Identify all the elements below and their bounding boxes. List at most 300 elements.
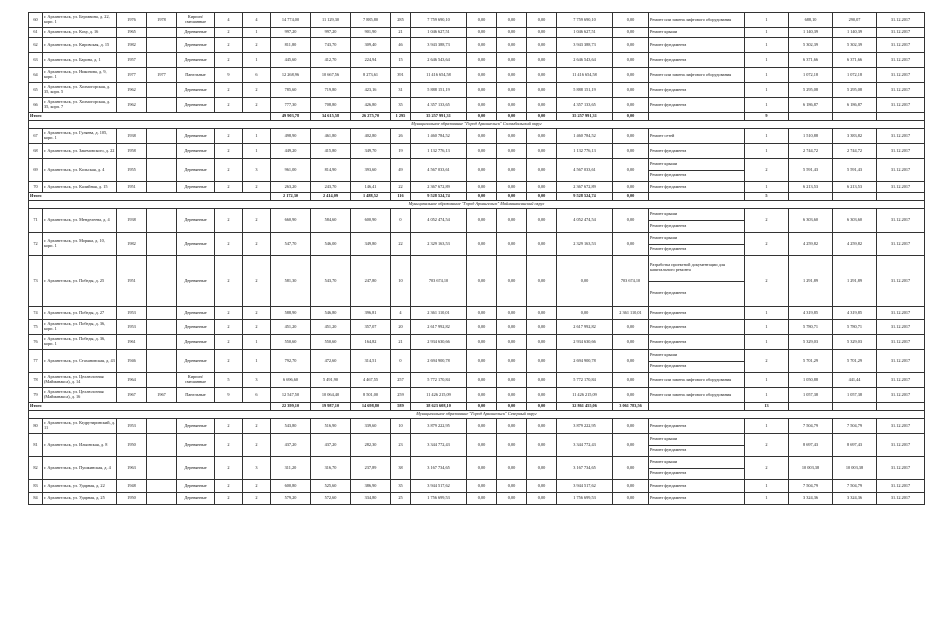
table-row xyxy=(29,233,925,256)
cell-area-premises: 437,20 xyxy=(311,434,351,457)
cell-unit-cost: 6 213,53 xyxy=(789,182,833,193)
cell-last-repair-year: 1967 xyxy=(147,388,177,403)
cell-total-cost: 2 617 992,82 xyxy=(411,320,467,335)
cell-completion-date: 31.12.2017 xyxy=(877,388,925,403)
cell-fund-source-1: 0,00 xyxy=(467,434,497,457)
cell-floors: 2 xyxy=(215,98,243,113)
cell-unit-cost: 688,10 xyxy=(789,13,833,28)
cell-total-area: 12 268,96 xyxy=(271,68,311,83)
work-kind-label: Ремонт крыши xyxy=(649,159,744,171)
cell-max-unit-cost: 6 371,66 xyxy=(833,53,877,68)
cell-work-count: 2 xyxy=(745,457,789,480)
cell-entrances: 4 xyxy=(243,13,271,28)
table-row xyxy=(29,434,925,457)
cell-entrances: 3 xyxy=(243,457,271,480)
cell-last-repair-year: 1977 xyxy=(147,68,177,83)
cell-local-funds: 2 329 163,53 xyxy=(557,233,613,256)
total-loc: 9 528 524,74 xyxy=(557,193,613,201)
cell-completion-date: 31.12.2017 xyxy=(877,493,925,505)
work-kind-label: Ремонт фундамента xyxy=(650,470,687,476)
cell-floors: 2 xyxy=(215,350,243,373)
cell-other-funds: 0,00 xyxy=(613,335,649,350)
cell-fund-source-3: 0,00 xyxy=(527,98,557,113)
cell-completion-date: 31.12.2017 xyxy=(877,209,925,233)
cell-area-residential: 600,90 xyxy=(351,209,391,233)
cell-commission-year: 1948 xyxy=(117,480,147,493)
cell-work-count: 1 xyxy=(745,307,789,320)
cell-completion-date: 31.12.2017 xyxy=(877,53,925,68)
cell-fund-source-1: 0,00 xyxy=(467,68,497,83)
cell-completion-date: 31.12.2017 xyxy=(877,480,925,493)
cell-other-funds: 0,00 xyxy=(613,388,649,403)
cell-wall-material: Деревянные xyxy=(177,144,215,159)
cell-fund-source-3: 0,00 xyxy=(527,233,557,256)
cell-floors: 2 xyxy=(215,335,243,350)
cell-commission-year: 1946 xyxy=(117,350,147,373)
cell-fund-source-1: 0,00 xyxy=(467,159,497,182)
cell-area-premises: 461,80 xyxy=(311,129,351,144)
total-a1: 49 903,78 xyxy=(271,113,311,121)
cell-unit-cost: 5 295,08 xyxy=(789,83,833,98)
total-empty-cell xyxy=(833,193,877,201)
cell-address: г. Архангельск, ул. Победы, д. 36, корп. 1 xyxy=(43,320,117,335)
cell-floors: 9 xyxy=(215,388,243,403)
cell-fund-source-3: 0,00 xyxy=(527,320,557,335)
cell-local-funds: 2 934 630,66 xyxy=(557,335,613,350)
cell-area-residential: 396,81 xyxy=(351,307,391,320)
cell-max-unit-cost: 6 186,87 xyxy=(833,98,877,113)
cell-area-residential: 386,90 xyxy=(351,480,391,493)
cell-area-residential: 334,80 xyxy=(351,493,391,505)
cell-address: г. Архангельск, ул. Никонова, д. 9, корп. 1 xyxy=(43,68,117,83)
cell-fund-source-2: 0,00 xyxy=(497,307,527,320)
cell-total-cost: 2 329 163,53 xyxy=(411,233,467,256)
cell-completion-date: 31.12.2017 xyxy=(877,233,925,256)
cell-other-funds: 0,00 xyxy=(613,209,649,233)
cell-floors: 2 xyxy=(215,144,243,159)
table-row xyxy=(29,144,925,159)
cell-wall-material: Деревянные xyxy=(177,98,215,113)
cell-area-premises: 316,70 xyxy=(311,457,351,480)
cell-commission-year: 1964 xyxy=(117,373,147,388)
table-row xyxy=(29,457,925,480)
cell-fund-source-3: 0,00 xyxy=(527,256,557,307)
cell-area-residential: 237,89 xyxy=(351,457,391,480)
cell-last-repair-year xyxy=(147,434,177,457)
cell-max-unit-cost: 6 303,60 xyxy=(833,209,877,233)
cell-last-repair-year xyxy=(147,53,177,68)
cell-address: г. Архангельск, ул. Бергавина, д. 22, корп. 1 xyxy=(43,13,117,28)
cell-fund-source-3: 0,00 xyxy=(527,373,557,388)
cell-row-number: 75 xyxy=(29,320,43,335)
cell-work-kinds xyxy=(649,335,745,350)
cell-floors: 2 xyxy=(215,419,243,434)
cell-area-premises: 708,80 xyxy=(311,98,351,113)
cell-total-cost: 5 772 170,84 xyxy=(411,373,467,388)
cell-fund-source-1: 0,00 xyxy=(467,457,497,480)
cell-work-count: 2 xyxy=(745,159,789,182)
cell-wall-material: Деревянные xyxy=(177,53,215,68)
cell-local-funds: 2 694 900,78 xyxy=(557,350,613,373)
cell-row-number: 61 xyxy=(29,28,43,38)
cell-residents: 25 xyxy=(391,493,411,505)
cell-unit-cost: 5 329,03 xyxy=(789,335,833,350)
work-kind-label: Ремонт фундамента xyxy=(650,41,687,47)
cell-fund-source-1: 0,00 xyxy=(467,53,497,68)
cell-work-count: 1 xyxy=(745,68,789,83)
cell-other-funds: 0,00 xyxy=(613,480,649,493)
cell-area-residential: 282,30 xyxy=(351,434,391,457)
cell-other-funds: 0,00 xyxy=(613,68,649,83)
cell-area-premises: 11 129,30 xyxy=(311,13,351,28)
cell-unit-cost: 5 591,43 xyxy=(789,159,833,182)
cell-work-kinds xyxy=(649,83,745,98)
total-work-count: 13 xyxy=(745,403,789,411)
cell-work-count: 1 xyxy=(745,129,789,144)
cell-unit-cost: 3 324,36 xyxy=(789,493,833,505)
cell-max-unit-cost: 5 591,43 xyxy=(833,159,877,182)
section-total-row xyxy=(29,113,925,121)
cell-area-premises: 997,20 xyxy=(311,28,351,38)
table-row xyxy=(29,13,925,28)
work-kind-label: Ремонт крыши xyxy=(650,29,678,35)
cell-completion-date: 31.12.2017 xyxy=(877,98,925,113)
work-kind-label: Ремонт фундамента xyxy=(650,323,687,329)
cell-wall-material: Деревянные xyxy=(177,419,215,434)
cell-fund-source-1: 0,00 xyxy=(467,335,497,350)
cell-unit-cost: 4 259,82 xyxy=(789,233,833,256)
cell-work-kinds xyxy=(649,159,745,182)
cell-row-number: 72 xyxy=(29,233,43,256)
table-row xyxy=(29,320,925,335)
cell-entrances: 2 xyxy=(243,182,271,193)
cell-local-funds: 1 756 699,53 xyxy=(557,493,613,505)
cell-fund-source-1: 0,00 xyxy=(467,28,497,38)
cell-local-funds: 0,00 xyxy=(557,256,613,307)
cell-last-repair-year xyxy=(147,28,177,38)
cell-fund-source-1: 0,00 xyxy=(467,307,497,320)
cell-address: г. Архангельск, ул. Кировская, д. 15 xyxy=(43,38,117,53)
cell-address: г. Архангельск, ул. Моряка, д. 10, корп. 1 xyxy=(43,233,117,256)
cell-work-kinds xyxy=(649,129,745,144)
cell-total-area: 311,20 xyxy=(271,457,311,480)
cell-work-count: 2 xyxy=(745,209,789,233)
cell-address: г. Архангельск, ул. Победы, д. 36, корп. 1 xyxy=(43,335,117,350)
cell-area-premises: 10 667,56 xyxy=(311,68,351,83)
cell-row-number: 65 xyxy=(29,83,43,98)
cell-fund-source-2: 0,00 xyxy=(497,480,527,493)
cell-last-repair-year xyxy=(147,307,177,320)
repair-register-table xyxy=(28,12,925,505)
cell-total-area: 579,20 xyxy=(271,493,311,505)
table-row xyxy=(29,256,925,307)
cell-fund-source-1: 0,00 xyxy=(467,493,497,505)
cell-completion-date: 31.12.2017 xyxy=(877,68,925,83)
cell-wall-material: Деревянные xyxy=(177,307,215,320)
cell-work-count: 2 xyxy=(745,233,789,256)
cell-commission-year: 1982 xyxy=(117,233,147,256)
cell-local-funds: 1 132 776,13 xyxy=(557,144,613,159)
cell-total-area: 498,90 xyxy=(271,129,311,144)
cell-entrances: 2 xyxy=(243,209,271,233)
table-row xyxy=(29,335,925,350)
cell-other-funds: 0,00 xyxy=(613,320,649,335)
cell-fund-source-1: 0,00 xyxy=(467,419,497,434)
cell-wall-material: Деревянные xyxy=(177,480,215,493)
cell-residents: 23 xyxy=(391,434,411,457)
cell-row-number: 70 xyxy=(29,182,43,193)
cell-wall-material: Деревянные xyxy=(177,434,215,457)
cell-last-repair-year: 1978 xyxy=(147,13,177,28)
cell-residents: 257 xyxy=(391,373,411,388)
cell-fund-source-3: 0,00 xyxy=(527,335,557,350)
cell-work-count: 1 xyxy=(745,53,789,68)
cell-area-premises: 415,80 xyxy=(311,144,351,159)
cell-other-funds: 0,00 xyxy=(613,129,649,144)
cell-wall-material: Деревянные xyxy=(177,38,215,53)
cell-other-funds: 0,00 xyxy=(613,159,649,182)
cell-commission-year: 1950 xyxy=(117,493,147,505)
cell-fund-source-1: 0,00 xyxy=(467,350,497,373)
cell-unit-cost: 5 701,29 xyxy=(789,350,833,373)
table-row xyxy=(29,83,925,98)
work-kind-label: Ремонт фундамента xyxy=(650,223,687,229)
total-f2: 0,00 xyxy=(497,113,527,121)
total-loc: 32 861 455,06 xyxy=(557,403,613,411)
table-row xyxy=(29,388,925,403)
total-label: Итого xyxy=(29,113,271,121)
cell-floors: 2 xyxy=(215,83,243,98)
total-f2: 0,00 xyxy=(497,403,527,411)
cell-work-count: 1 xyxy=(745,38,789,53)
cell-floors: 9 xyxy=(215,68,243,83)
section-title: Муниципальное образование "Город Архангельск" Северный округ xyxy=(29,411,925,419)
total-work-count: 9 xyxy=(745,113,789,121)
cell-row-number: 73 xyxy=(29,256,43,307)
cell-fund-source-2: 0,00 xyxy=(497,129,527,144)
cell-total-area: 445,60 xyxy=(271,53,311,68)
cell-commission-year: 1963 xyxy=(117,457,147,480)
cell-floors: 2 xyxy=(215,434,243,457)
cell-floors: 2 xyxy=(215,129,243,144)
cell-work-kinds xyxy=(649,28,745,38)
cell-fund-source-1: 0,00 xyxy=(467,38,497,53)
cell-total-cost: 2 367 672,89 xyxy=(411,182,467,193)
cell-commission-year: 1976 xyxy=(117,13,147,28)
cell-floors: 2 xyxy=(215,209,243,233)
cell-completion-date: 31.12.2017 xyxy=(877,419,925,434)
cell-unit-cost: 8 697,43 xyxy=(789,434,833,457)
cell-area-residential: 8 501,00 xyxy=(351,388,391,403)
table-row xyxy=(29,209,925,233)
cell-fund-source-3: 0,00 xyxy=(527,83,557,98)
cell-completion-date: 31.12.2017 xyxy=(877,13,925,28)
total-res: 1 295 xyxy=(391,113,411,121)
cell-address: г. Архангельск, ул. Холмогорская, д. 35, корп. 5 xyxy=(43,83,117,98)
cell-area-residential: 357,07 xyxy=(351,320,391,335)
cell-last-repair-year xyxy=(147,480,177,493)
work-kind-label: Ремонт фундамента xyxy=(650,86,687,92)
cell-residents: 391 xyxy=(391,68,411,83)
cell-area-premises: 572,60 xyxy=(311,493,351,505)
cell-last-repair-year xyxy=(147,373,177,388)
cell-max-unit-cost: 1 057,38 xyxy=(833,388,877,403)
total-empty-cell xyxy=(649,113,745,121)
section-total-row xyxy=(29,193,925,201)
register-table-body xyxy=(29,13,925,505)
cell-work-kinds xyxy=(649,457,745,480)
total-oth: 0,00 xyxy=(613,193,649,201)
cell-fund-source-3: 0,00 xyxy=(527,480,557,493)
cell-max-unit-cost: 290,07 xyxy=(833,13,877,28)
work-kind-label: Ремонт фундамента xyxy=(650,447,687,453)
cell-fund-source-2: 0,00 xyxy=(497,388,527,403)
cell-max-unit-cost: 1 072,18 xyxy=(833,68,877,83)
cell-row-number: 79 xyxy=(29,388,43,403)
cell-total-area: 550,60 xyxy=(271,335,311,350)
cell-unit-cost: 6 303,60 xyxy=(789,209,833,233)
cell-area-residential: 309,40 xyxy=(351,38,391,53)
cell-fund-source-2: 0,00 xyxy=(497,68,527,83)
work-kind-label: Ремонт или замена лифтового оборудования xyxy=(650,16,732,22)
cell-row-number: 84 xyxy=(29,493,43,505)
cell-floors: 2 xyxy=(215,53,243,68)
cell-work-kinds xyxy=(649,144,745,159)
cell-area-premises: 814,90 xyxy=(311,159,351,182)
cell-other-funds: 703 674,10 xyxy=(613,256,649,307)
cell-row-number: 62 xyxy=(29,38,43,53)
cell-total-area: 12 547,50 xyxy=(271,388,311,403)
cell-other-funds: 0,00 xyxy=(613,98,649,113)
cell-entrances: 2 xyxy=(243,256,271,307)
total-empty-cell xyxy=(877,113,925,121)
cell-wall-material: Деревянные xyxy=(177,182,215,193)
cell-completion-date: 31.12.2017 xyxy=(877,457,925,480)
cell-fund-source-2: 0,00 xyxy=(497,373,527,388)
cell-area-premises: 584,60 xyxy=(311,209,351,233)
cell-wall-material: Деревянные xyxy=(177,209,215,233)
cell-unit-cost: 4 319,85 xyxy=(789,307,833,320)
cell-completion-date: 31.12.2017 xyxy=(877,144,925,159)
cell-work-kinds xyxy=(649,320,745,335)
cell-row-number: 69 xyxy=(29,159,43,182)
cell-local-funds: 3 344 772,43 xyxy=(557,434,613,457)
cell-residents: 22 xyxy=(391,233,411,256)
cell-residents: 21 xyxy=(391,335,411,350)
cell-local-funds: 0,00 xyxy=(557,307,613,320)
table-row xyxy=(29,493,925,505)
total-empty-cell xyxy=(649,403,745,411)
cell-area-residential: 247,80 xyxy=(351,256,391,307)
cell-work-kinds xyxy=(649,233,745,256)
cell-residents: 26 xyxy=(391,129,411,144)
work-kind-label: Ремонт фундамента xyxy=(650,309,687,315)
cell-residents: 4 xyxy=(391,307,411,320)
total-label: Итого xyxy=(29,403,271,411)
cell-fund-source-1: 0,00 xyxy=(467,320,497,335)
cell-entrances: 2 xyxy=(243,38,271,53)
cell-work-kinds xyxy=(649,419,745,434)
cell-floors: 5 xyxy=(215,373,243,388)
section-title: Муниципальное образование "Город Архангельск" Майманаксанский округ xyxy=(29,201,925,209)
cell-work-count: 2 xyxy=(745,434,789,457)
cell-residents: 259 xyxy=(391,388,411,403)
cell-entrances: 2 xyxy=(243,493,271,505)
cell-entrances: 6 xyxy=(243,68,271,83)
cell-unit-cost: 5 780,71 xyxy=(789,320,833,335)
cell-max-unit-cost: 3 383,82 xyxy=(833,129,877,144)
work-kind-label: Ремонт крыши xyxy=(649,457,744,469)
work-kind-label: Ремонт фундамента xyxy=(650,482,687,488)
cell-work-count: 1 xyxy=(745,320,789,335)
cell-residents: 35 xyxy=(391,98,411,113)
cell-area-premises: 516,90 xyxy=(311,419,351,434)
cell-entrances: 3 xyxy=(243,159,271,182)
cell-residents: 46 xyxy=(391,38,411,53)
cell-residents: 35 xyxy=(391,480,411,493)
cell-other-funds: 0,00 xyxy=(613,373,649,388)
cell-commission-year: 1962 xyxy=(117,98,147,113)
cell-address: г. Архангельск, ул. Победы, д. 27 xyxy=(43,307,117,320)
cell-fund-source-2: 0,00 xyxy=(497,335,527,350)
cell-completion-date: 31.12.2017 xyxy=(877,335,925,350)
cell-work-count: 2 xyxy=(745,256,789,307)
work-kind-label: Ремонт фундамента xyxy=(650,338,687,344)
cell-completion-date: 31.12.2017 xyxy=(877,256,925,307)
cell-total-cost: 4 567 033,61 xyxy=(411,159,467,182)
cell-total-area: 660,90 xyxy=(271,209,311,233)
cell-commission-year: 1950 xyxy=(117,434,147,457)
cell-wall-material: Панельные xyxy=(177,68,215,83)
cell-fund-source-3: 0,00 xyxy=(527,434,557,457)
work-kind-label: Ремонт крыши xyxy=(649,434,744,446)
cell-address: г. Архангельск, ул. Победы, д. 25 xyxy=(43,256,117,307)
cell-total-area: 792,70 xyxy=(271,350,311,373)
total-empty-cell xyxy=(877,403,925,411)
cell-fund-source-3: 0,00 xyxy=(527,68,557,83)
cell-max-unit-cost: 7 504,79 xyxy=(833,419,877,434)
table-row xyxy=(29,129,925,144)
cell-commission-year: 1955 xyxy=(117,159,147,182)
total-empty-cell xyxy=(649,193,745,201)
cell-completion-date: 31.12.2017 xyxy=(877,38,925,53)
total-empty-cell xyxy=(877,193,925,201)
work-kind-label: Ремонт фундамента xyxy=(650,172,687,178)
cell-total-area: 449,20 xyxy=(271,144,311,159)
cell-total-cost: 2 646 543,64 xyxy=(411,53,467,68)
cell-work-count: 1 xyxy=(745,13,789,28)
cell-area-premises: 5 491,90 xyxy=(311,373,351,388)
cell-wall-material: Деревянные xyxy=(177,233,215,256)
cell-row-number: 74 xyxy=(29,307,43,320)
cell-unit-cost: 1 140,39 xyxy=(789,28,833,38)
cell-total-cost: 703 674,10 xyxy=(411,256,467,307)
table-row xyxy=(29,38,925,53)
cell-completion-date: 31.12.2017 xyxy=(877,159,925,182)
cell-last-repair-year xyxy=(147,419,177,434)
cell-entrances: 2 xyxy=(243,434,271,457)
cell-work-kinds xyxy=(649,434,745,457)
cell-area-premises: 451,20 xyxy=(311,320,351,335)
cell-commission-year: 1957 xyxy=(117,53,147,68)
cell-area-premises: 525,60 xyxy=(311,480,351,493)
cell-other-funds: 2 361 110,01 xyxy=(613,307,649,320)
cell-fund-source-2: 0,00 xyxy=(497,13,527,28)
cell-area-residential: 164,82 xyxy=(351,335,391,350)
cell-last-repair-year xyxy=(147,182,177,193)
cell-area-premises: 550,60 xyxy=(311,335,351,350)
cell-other-funds: 0,00 xyxy=(613,28,649,38)
